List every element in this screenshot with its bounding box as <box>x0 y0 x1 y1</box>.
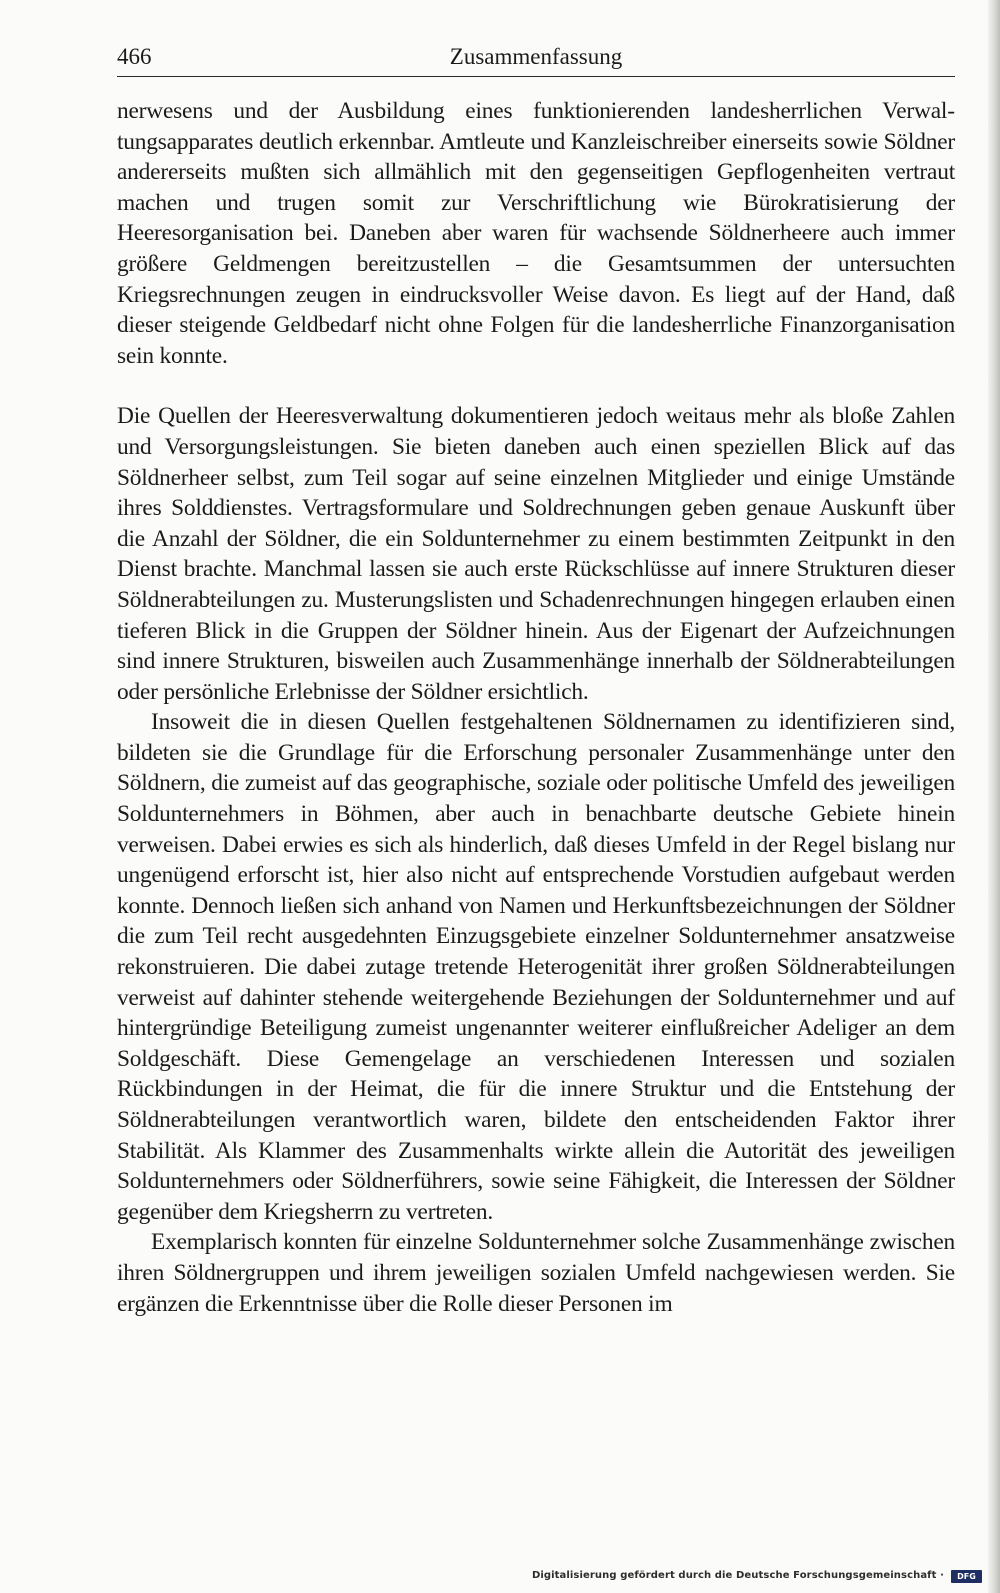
paragraph-3: Insoweit die in diesen Quellen festgehaltenen Söldnernamen zu identifizieren sind, bildeten sie die Grundlage für die Erforschung personaler Zusammenhänge unter den Söldnern, die zumeist auf das geographische, soziale oder politische Umfeld des jeweiligen Soldunternehmers in Böhmen, aber auch in benachbarte deutsche Gebiete hinein verweisen. Dabei erwies es sich als hinderlich, daß dieses Umfeld in der Regel bislang nur ungenügend erforscht ist, hier also nicht auf entsprechende Vorstudien aufgebaut werden konnte. Dennoch ließen sich anhand von Namen und Herkunftsbezeichnungen der Söldner die zum Teil recht ausgedehnten Einzugsgebiete einzelner Soldunternehmer ansatzweise rekonstruieren. Die dabei zutage tretende Heterogenität ihrer großen Söldnerabteilungen verweist auf dahinter stehende weitergehende Beziehungen der Soldunternehmer und auf hintergründige Beteiligung zumeist ungenannter weiterer einflußreicher Adeliger an dem Soldgeschäft. Diese Gemengelage an verschiedenen Interessen und sozialen Rückbindungen in der Heimat, die für die innere Struktur und die Entstehung der Söldnerabteilungen verantwortlich waren, bildete den entscheidenden Faktor ihrer Stabilität. Als Klammer des Zusammenhalts wirkte allein die Autorität des jeweiligen Soldunternehmers oder Söldnerführers, sowie seine Fähigkeit, die Interessen der Söldner gegenüber dem Kriegsherrn zu vertreten. <box>117 709 955 1225</box>
paragraph-4: Exemplarisch konnten für einzelne Soldunternehmer solche Zusammenhänge zwischen ihren Söldnergruppen und ihrem jeweiligen sozialen Umfeld nachgewiesen werden. Sie ergänzen die Erkenntnisse über die Rolle dieser Personen im <box>117 1229 955 1317</box>
paragraph-2: Die Quellen der Heeresverwaltung dokumentieren jedoch weitaus mehr als bloße Zahlen und Versorgungsleistungen. Sie bieten daneben auch einen speziellen Blick auf das Söldnerheer selbst, zum Teil sogar auf seine einzelnen Mitglieder und einige Umstände ihres Solddienstes. Vertragsformulare und Soldrechnungen geben genaue Auskunft über die Anzahl der Söldner, die ein Soldunternehmer zu einem bestimmten Zeitpunkt in den Dienst brachte. Manchmal lassen sie auch erste Rückschlüsse auf innere Strukturen dieser Söldnerabteilungen zu. Musterungslisten und Schadenrechnungen hingegen erlauben einen tieferen Blick in die Gruppen der Söldner hinein. Aus der Eigenart der Aufzeichnungen sind innere Strukturen, bisweilen auch Zusammenhänge innerhalb der Söldnerabteilungen oder persönliche Erlebnisse der Söldner ersichtlich. <box>117 403 955 705</box>
dfg-logo: DFG <box>951 1570 982 1583</box>
page-header <box>117 42 955 77</box>
running-head: Zusammenfassung <box>449 44 623 69</box>
scan-edge-shadow <box>988 0 1000 1593</box>
paragraph-1: nerwesens und der Ausbildung eines funktionierenden landesherrlichen Verwaltungsapparates deutlich erkennbar. Amtleute und Kanzleischreiber einerseits sowie Söldner andererseits mußten sich allmählich mit den gegenseitigen Gepflogenheiten vertraut machen und trugen somit zur Verschriftlichung wie Bürokratisierung der Heeresorganisation bei. Daneben aber waren für wachsende Söldnerheere auch immer größere Geldmengen bereitzustellen – die Gesamtsummen der untersuchten Kriegsrechnungen zeugen in eindrucksvoller Weise davon. Es liegt auf der Hand, daß dieser steigende Geldbedarf nicht ohne Folgen für die landesherrliche Finanzorganisation sein konnte. <box>117 98 955 369</box>
page-number: 466 <box>117 44 152 69</box>
body-text <box>117 96 955 1319</box>
digitization-note: Digitalisierung gefördert durch die Deutsche Forschungsgemeinschaft · <box>531 1570 944 1581</box>
